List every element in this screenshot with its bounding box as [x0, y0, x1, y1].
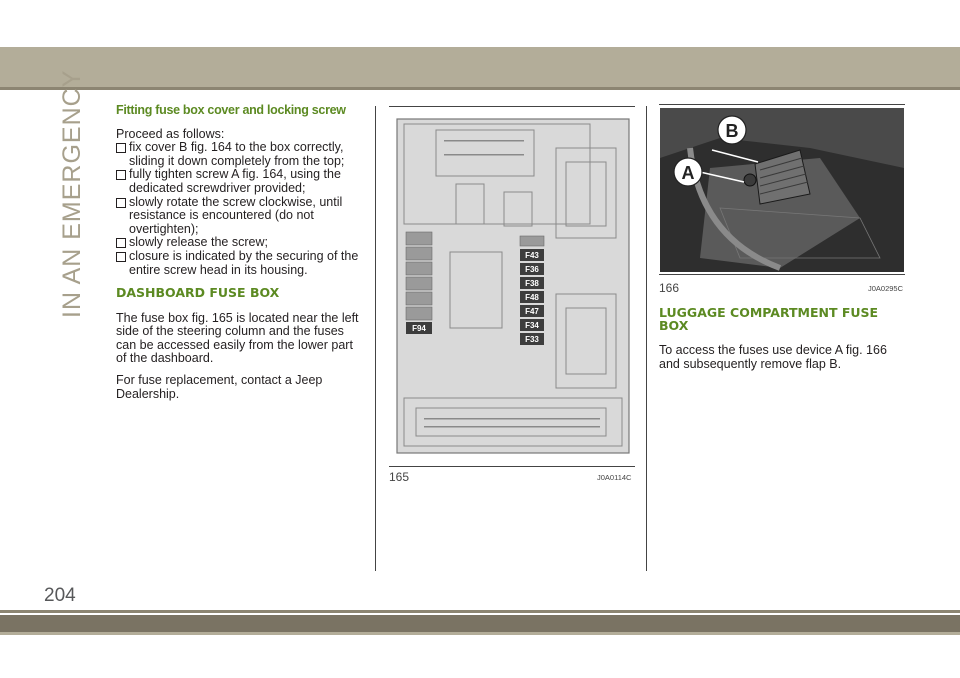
section-side-label: IN AN EMERGENCY	[58, 69, 86, 318]
bullet-item: slowly release the screw;	[116, 236, 366, 250]
top-band-line	[0, 87, 960, 90]
fuse-label: F38	[525, 279, 539, 288]
bottom-band	[0, 615, 960, 632]
figure-code: J0A0295C	[868, 284, 904, 293]
bottom-band-line	[0, 610, 960, 613]
top-band	[0, 47, 960, 87]
page-number: 204	[44, 585, 76, 606]
intro-text: Proceed as follows:	[116, 126, 225, 141]
bottom-band-under	[0, 632, 960, 635]
fuse-label-left: F94	[412, 324, 426, 333]
figure-number: 166	[659, 281, 680, 295]
callout-b: B	[725, 121, 739, 141]
fuse-label: F33	[525, 335, 539, 344]
luggage-compartment-photo	[660, 108, 904, 272]
heading-dashboard-fuse-box: DASHBOARD FUSE BOX	[116, 285, 280, 301]
figure-rule	[659, 274, 905, 275]
figure-number: 165	[389, 470, 410, 484]
fuse-label: F43	[525, 251, 539, 260]
bullet-item: fix cover B fig. 164 to the box correctly, sliding it down completely from the top;	[116, 141, 366, 168]
bullet-item: fully tighten screw A fig. 164, using the dedicated screwdriver provided;	[116, 168, 366, 195]
column-divider	[646, 106, 647, 571]
column-3	[659, 307, 907, 379]
figure-code: J0A0114C	[597, 473, 632, 482]
column-1	[116, 104, 366, 409]
paragraph-replacement: For fuse replacement, contact a Jeep Dealership.	[116, 373, 323, 401]
fuse-label: F48	[525, 293, 539, 302]
fuse-label: F47	[525, 307, 539, 316]
fuse-label: F34	[525, 321, 539, 330]
figure-rule	[389, 466, 635, 467]
figure-rule	[389, 106, 635, 107]
column-divider	[375, 106, 376, 571]
fuse-label: F36	[525, 265, 539, 274]
heading-luggage-fuse-box: LUGGAGE COMPARTMENT FUSE BOX	[659, 305, 879, 333]
bullet-item: closure is indicated by the securing of the entire screw head in its housing.	[116, 250, 366, 277]
callout-a: A	[681, 163, 695, 183]
paragraph-access: To access the fuses use device A fig. 166 and subsequently remove flap B.	[659, 343, 887, 371]
bullet-item: slowly rotate the screw clockwise, until resistance is encountered (do not overtighten);	[116, 196, 366, 237]
fuse-box-illustration	[396, 118, 630, 454]
paragraph-location: The fuse box fig. 165 is located near the left side of the steering column and the fuses can be accessed easily from the lower part of the dashboard.	[116, 310, 359, 366]
subheading-fitting-cover: Fitting fuse box cover and locking screw	[116, 103, 346, 117]
figure-rule	[659, 104, 905, 105]
